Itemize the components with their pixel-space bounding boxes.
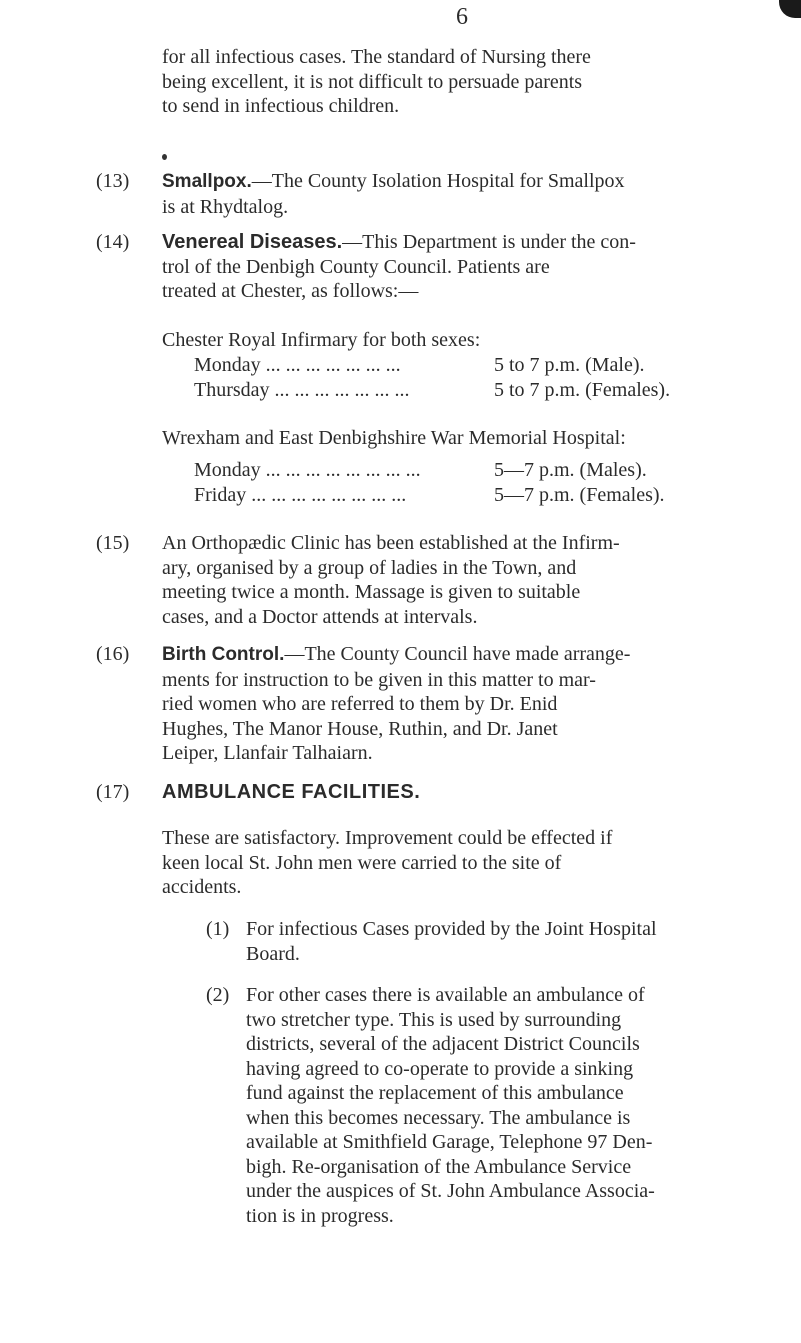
- subsection-line: Board.: [246, 942, 300, 965]
- section-number: (14): [96, 231, 130, 253]
- section-line: trol of the Denbigh County Council. Patients are: [162, 255, 550, 278]
- section-line: is at Rhydtalog.: [162, 195, 289, 218]
- subsection-line: two stretcher type. This is used by surrounding: [246, 1008, 622, 1031]
- chester-title: Chester Royal Infirmary for both sexes:: [162, 329, 481, 351]
- subsection-line: bigh. Re-organisation of the Ambulance Service: [246, 1155, 632, 1178]
- section-line: Hughes, The Manor House, Ruthin, and Dr. Janet: [162, 717, 558, 740]
- section-ambulance-facilities: [162, 826, 762, 900]
- section-birth-control: [162, 642, 762, 766]
- schedule-time: 5—7 p.m. (Females).: [494, 484, 665, 506]
- subsection-line: available at Smithfield Garage, Telephone 97 Den-: [246, 1131, 653, 1153]
- intro-line: for all infectious cases. The standard of Nursing there: [162, 46, 591, 68]
- wrexham-title: Wrexham and East Denbighshire War Memorial Hospital:: [162, 427, 626, 449]
- stray-dot: [162, 154, 167, 160]
- section-line: An Orthopædic Clinic has been established at the Infirm-: [162, 532, 620, 554]
- schedule-row: [194, 353, 645, 378]
- section-line: Smallpox.—The County Isolation Hospital for Smallpox: [162, 170, 625, 192]
- subsection-other-cases: [246, 983, 766, 1228]
- subsection-line: districts, several of the adjacent District Councils: [246, 1033, 640, 1055]
- section-line: meeting twice a month. Massage is given to suitable: [162, 581, 581, 603]
- section-number: (16): [96, 643, 130, 665]
- subsection-line: For infectious Cases provided by the Joint Hospital: [246, 918, 657, 940]
- section-number: (15): [96, 532, 130, 554]
- section-smallpox: [162, 169, 762, 219]
- intro-paragraph: [162, 45, 762, 119]
- page-number: 6: [456, 4, 468, 30]
- schedule-day: Thursday ... ... ... ... ... ... ...: [194, 379, 410, 401]
- schedule-day: Monday ... ... ... ... ... ... ... ...: [194, 459, 421, 481]
- section-number: (17): [96, 781, 130, 803]
- subsection-line: having agreed to co-operate to provide a sinking: [246, 1057, 634, 1080]
- schedule-row: [194, 378, 670, 403]
- section-orthopaedic-clinic: [162, 531, 762, 629]
- section-line: keen local St. John men were carried to the site of: [162, 851, 562, 874]
- section-heading: Venereal Diseases.: [162, 231, 343, 253]
- schedule-row: [194, 483, 665, 508]
- section-heading: Smallpox.: [162, 171, 252, 192]
- subsection-infectious-cases: [246, 917, 766, 966]
- subsection-line: when this becomes necessary. The ambulance is: [246, 1106, 631, 1129]
- intro-line: to send in infectious children.: [162, 95, 400, 117]
- subsection-line: tion is in progress.: [246, 1204, 394, 1227]
- section-line: ried women who are referred to them by Dr. Enid: [162, 693, 558, 715]
- section-heading: AMBULANCE FACILITIES.: [162, 781, 421, 803]
- schedule-time: 5—7 p.m. (Males).: [494, 459, 647, 481]
- schedule-time: 5 to 7 p.m. (Male).: [494, 354, 645, 376]
- section-line: Leiper, Llanfair Talhaiarn.: [162, 742, 373, 764]
- schedule-day: Friday ... ... ... ... ... ... ... ...: [194, 484, 407, 506]
- schedule-row: [194, 458, 647, 483]
- subsection-line: fund against the replacement of this ambulance: [246, 1082, 624, 1104]
- schedule-time: 5 to 7 p.m. (Females).: [494, 379, 671, 401]
- subsection-line: For other cases there is available an ambulance of: [246, 984, 645, 1006]
- section-line: These are satisfactory. Improvement could be effected if: [162, 827, 613, 849]
- subsection-number: (2): [206, 984, 230, 1006]
- section-line: ments for instruction to be given in this matter to mar-: [162, 668, 596, 691]
- page-corner-mark: [779, 0, 801, 18]
- section-line: cases, and a Doctor attends at intervals.: [162, 605, 478, 628]
- subsection-line: under the auspices of St. John Ambulance Associa-: [246, 1180, 655, 1202]
- section-line: Venereal Diseases.—This Department is under the con-: [162, 231, 636, 253]
- section-line: treated at Chester, as follows:—: [162, 280, 419, 302]
- schedule-day: Monday ... ... ... ... ... ... ...: [194, 354, 401, 376]
- section-number: (13): [96, 170, 130, 192]
- subsection-number: (1): [206, 918, 230, 940]
- section-line: ary, organised by a group of ladies in the Town, and: [162, 556, 577, 579]
- section-venereal-diseases: [162, 230, 762, 304]
- intro-line: being excellent, it is not difficult to persuade parents: [162, 70, 583, 93]
- section-heading: Birth Control.: [162, 644, 285, 665]
- section-line: accidents.: [162, 876, 242, 898]
- section-line: Birth Control.—The County Council have made arrange-: [162, 643, 631, 665]
